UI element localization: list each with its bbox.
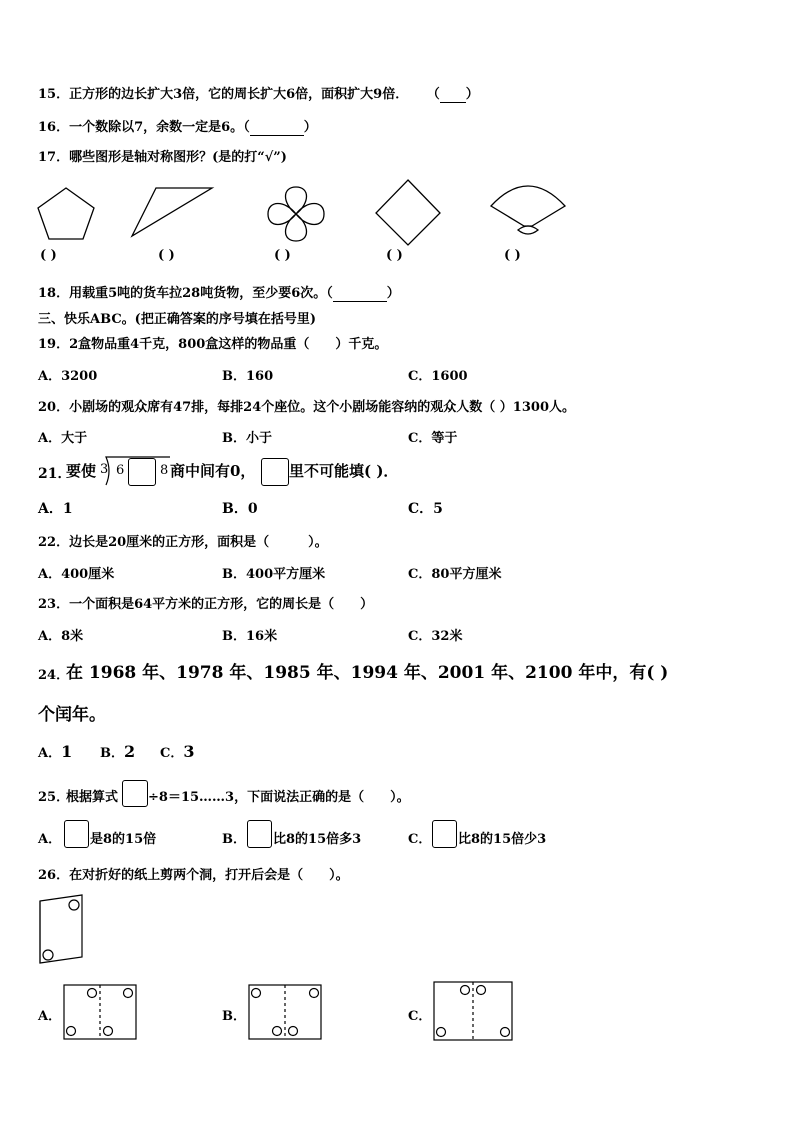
question-number: 16． [38,120,70,135]
pentagon-icon [36,186,96,242]
option-c[interactable]: C．32米 [408,629,463,644]
question-number: 26． [38,868,70,883]
question-number: 18． [38,286,70,301]
question-number: 23． [38,597,70,612]
question-25-number: 25． [38,790,70,805]
question-21-number: 21． [38,466,72,482]
option-c[interactable]: C．80平方厘米 [408,567,502,582]
option-a[interactable]: A．8米 [38,629,84,644]
question-21-text-a: 要使 [66,462,97,480]
option-b[interactable]: B．400平方厘米 [222,567,326,582]
question-15: 15．正方形的边长扩大3倍，它的周长扩大6倍，面积扩大9倍． （ ） [38,87,479,102]
shape-answer-3[interactable]: ( ) [274,248,291,263]
question-24-line1: 在 1968 年、1978 年、1985 年、1994 年、2001 年、2100 年中，有( ) [66,663,669,683]
option-a[interactable]: A． [38,1009,62,1024]
question-number: 15． [38,87,70,102]
four-leaf-flower-icon [264,183,328,245]
shape-answer-1[interactable]: ( ) [40,248,57,263]
option-b[interactable]: B．小于 [222,431,273,446]
shape-answer-2[interactable]: ( ) [158,248,175,263]
unfolded-paper-c-icon [433,981,513,1041]
question-18: 18．用载重5吨的货车拉28吨货物，至少要6次。（ ） [38,286,400,301]
question-21-text-c: 里不可能填( )． [289,462,399,480]
option-c-text: 比8的15倍少3 [458,832,547,847]
question-text: 正方形的边长扩大3倍，它的周长扩大6倍，面积扩大9倍． [69,87,409,102]
option-b[interactable]: B．160 [222,369,274,384]
option-c[interactable]: C． [408,1009,432,1024]
option-a[interactable]: A．3200 [38,369,98,384]
option-b[interactable]: B． [222,832,246,847]
option-a[interactable]: A． [38,832,62,847]
option-a-text: 是8的15倍 [90,832,157,847]
option-b[interactable]: B． [222,1009,246,1024]
folded-paper-icon [36,893,88,967]
question-17 [38,146,287,165]
dividend-digit-3: 8 [160,463,169,478]
question-24-number: 24． [38,668,70,683]
question-24-line2: 个闰年。 [38,705,106,725]
question-text: 小剧场的观众席有47排，每排24个座位。这个小剧场能容纳的观众人数（ ）1300人。 [69,400,575,415]
unfolded-paper-b-icon [248,984,322,1040]
question-text: 用载重5吨的货车拉28吨货物，至少要6次。 [69,286,327,301]
option-b[interactable]: B．16米 [222,629,278,644]
option-c[interactable]: C．3 [160,742,195,761]
question-22 [38,531,328,550]
option-b-text: 比8的15倍多3 [273,832,362,847]
question-number: 22． [38,535,70,550]
shape-answer-4[interactable]: ( ) [386,248,403,263]
question-number: 19． [38,337,70,352]
question-text: 哪些图形是轴对称图形？(是的打“√”) [69,150,287,165]
dividend-digit-1: 6 [116,463,125,478]
option-c[interactable]: C． [408,832,432,847]
blank-box-ref [247,820,272,848]
option-b[interactable]: B．2 [100,742,136,761]
question-26 [38,864,349,883]
answer-blank[interactable] [440,87,466,103]
question-19 [38,333,387,352]
question-text: 2盒物品重4千克，800盒这样的物品重（ ）千克。 [69,337,388,352]
shape-answer-5[interactable]: ( ) [504,248,521,263]
question-text: 一个面积是64平方米的正方形，它的周长是（ ） [69,597,374,612]
question-25-text-a: 根据算式 [66,790,119,805]
question-number: 17． [38,150,70,165]
blank-box-ref [64,820,89,848]
section-title: 三、快乐ABC。(把正确答案的序号填在括号里) [38,312,316,327]
unfolded-paper-a-icon [63,984,137,1040]
triangle-icon [130,186,230,236]
question-text: 一个数除以7，余数一定是6。 [69,120,244,135]
option-c[interactable]: C．5 [408,501,443,517]
option-a[interactable]: A．1 [38,501,73,517]
diamond-icon [374,179,442,247]
option-a[interactable]: A．大于 [38,431,88,446]
blank-box-ref [432,820,457,848]
question-20 [38,396,575,415]
question-23 [38,593,373,612]
question-text: 在对折好的纸上剪两个洞，打开后会是（ ）。 [69,868,349,883]
blank-dividend-box[interactable] [122,780,148,807]
question-number: 20． [38,400,70,415]
question-21-text-b: 商中间有0， [170,462,256,480]
option-c[interactable]: C．1600 [408,369,468,384]
blank-digit-box-ref [261,458,289,486]
option-c[interactable]: C．等于 [408,431,458,446]
fan-icon [488,180,568,238]
answer-blank[interactable] [333,286,387,302]
question-text: 边长是20厘米的正方形，面积是（ ）。 [69,535,328,550]
answer-blank[interactable] [250,120,304,136]
question-16: 16．一个数除以7，余数一定是6。（ ） [38,120,317,135]
option-a[interactable]: A．400厘米 [38,567,115,582]
divisor: 3 [100,462,109,477]
option-b[interactable]: B．0 [222,501,258,517]
option-a[interactable]: A．1 [38,742,73,761]
blank-digit-box[interactable] [128,458,156,486]
question-25-text-b: ÷8＝15……3，下面说法正确的是（ ）。 [148,790,410,805]
